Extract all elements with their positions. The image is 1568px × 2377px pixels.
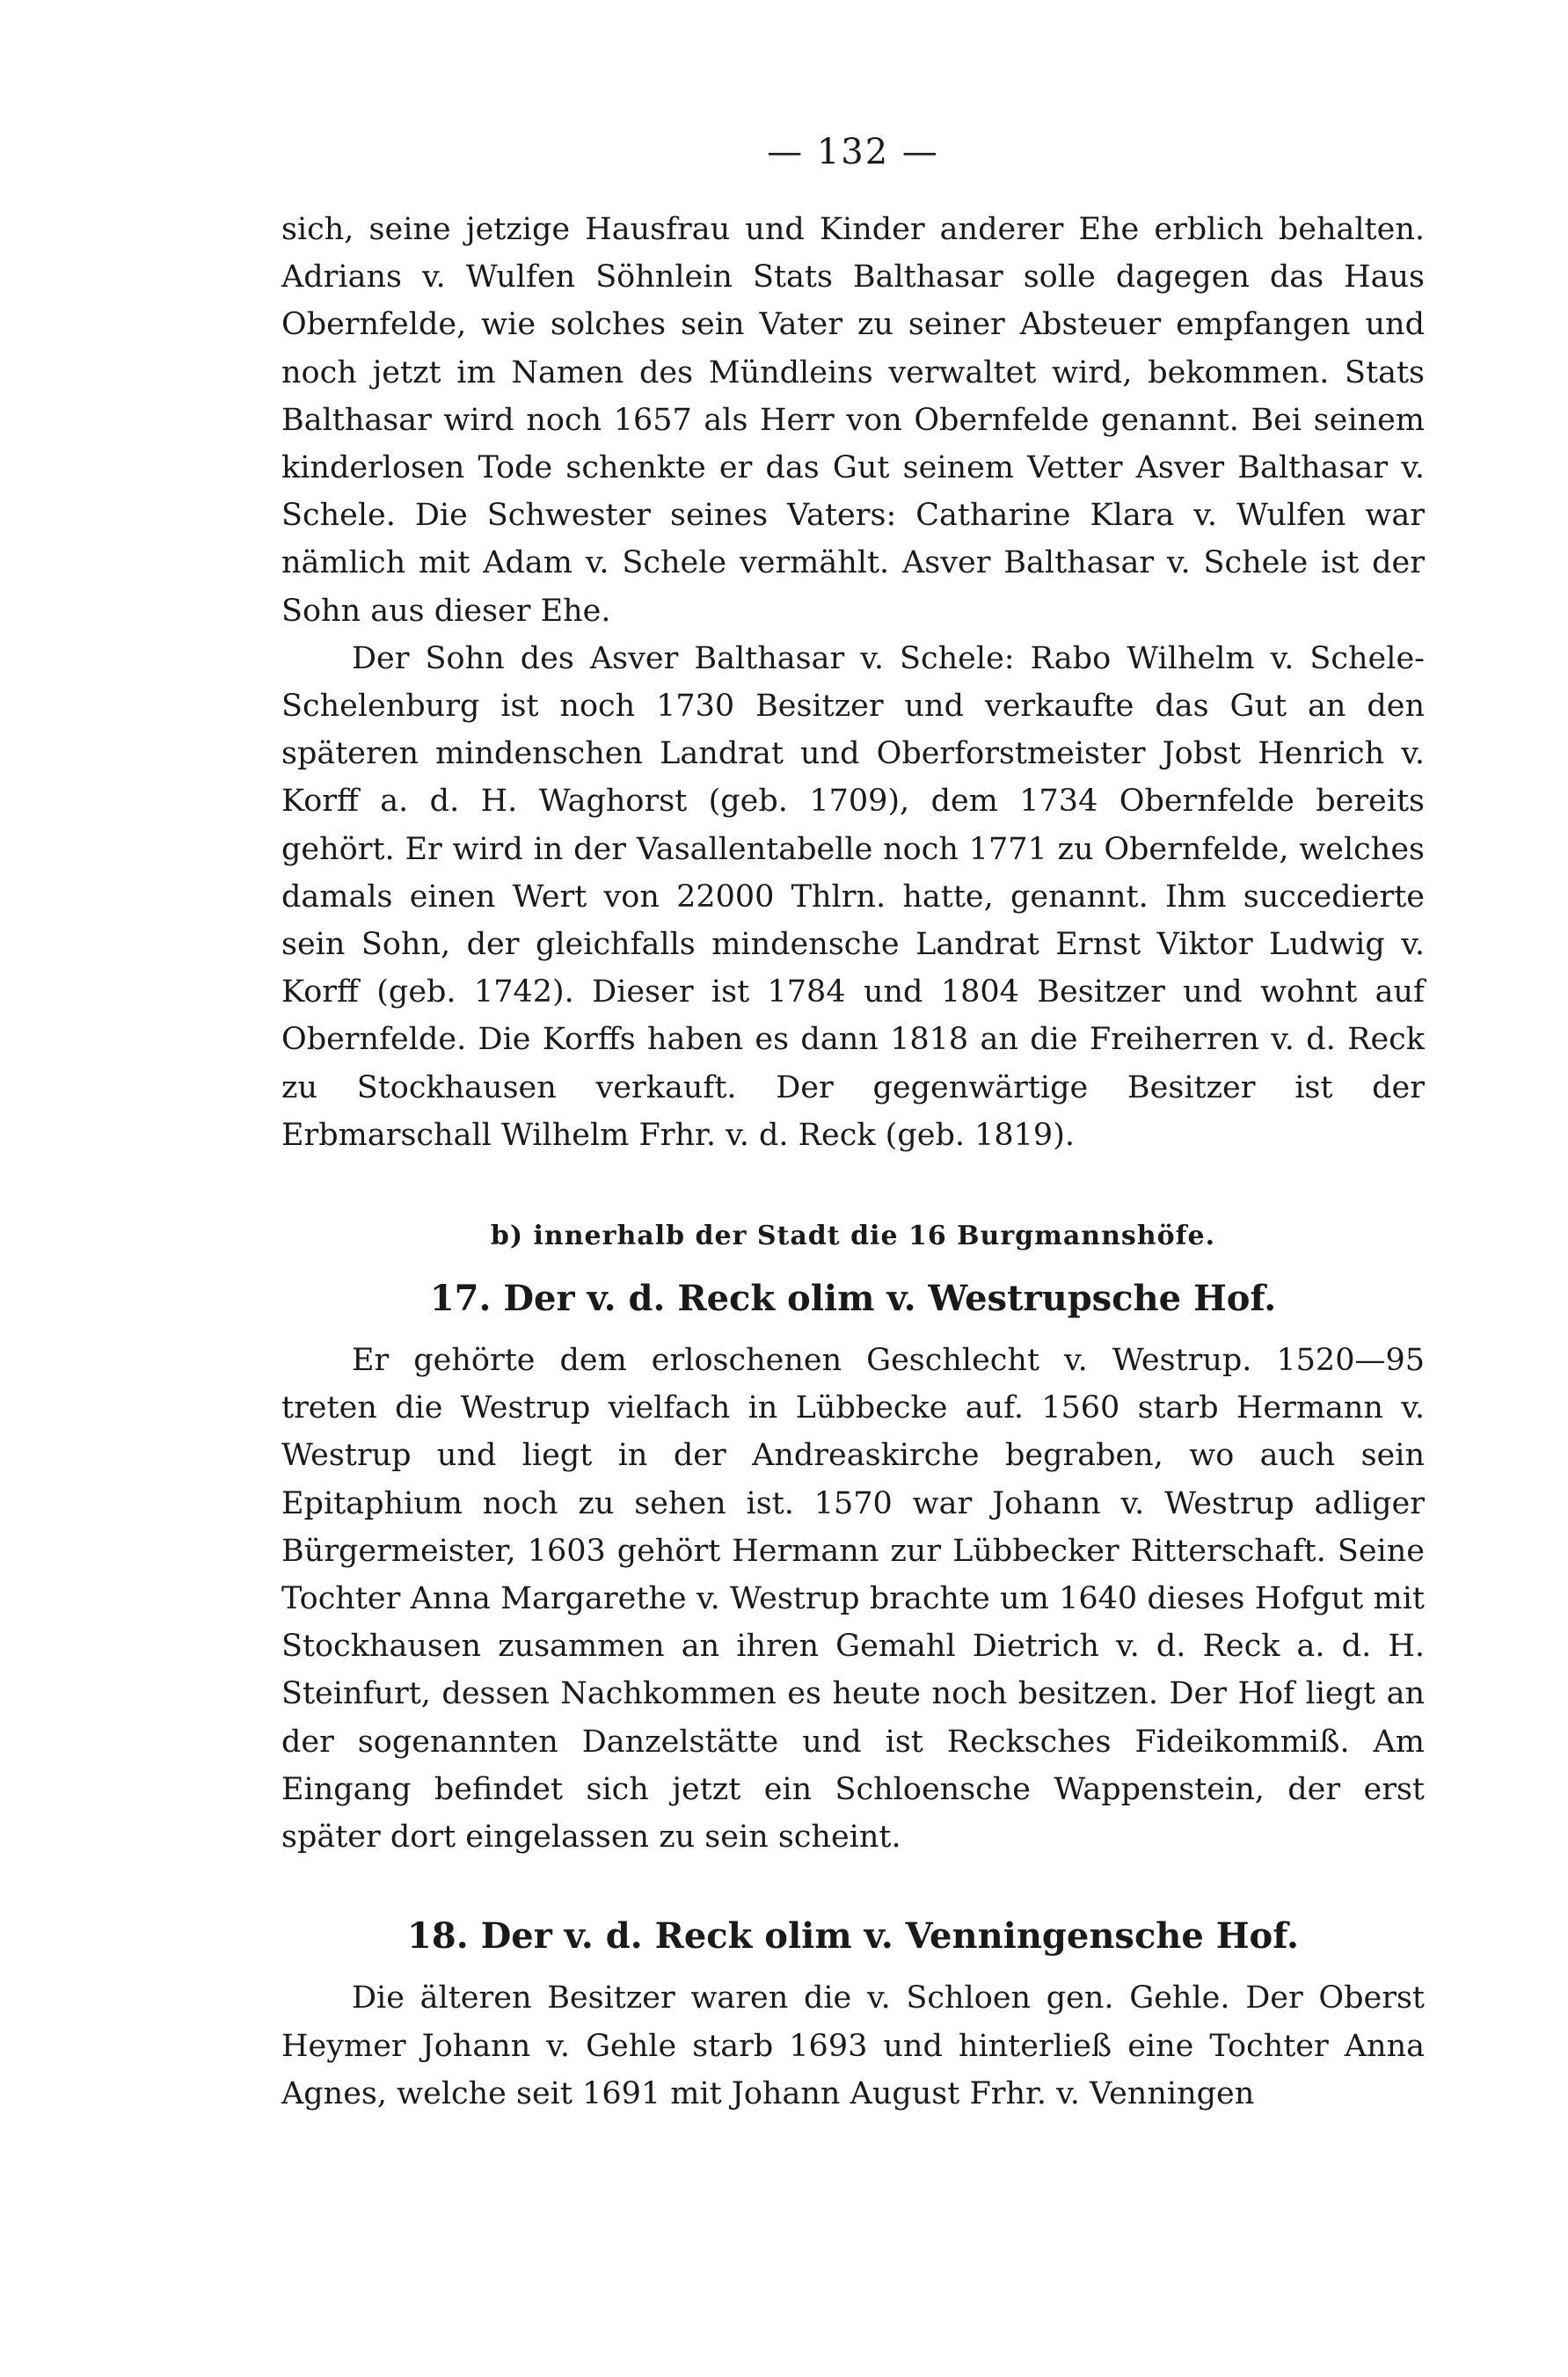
entry-heading-18: 18. Der v. d. Reck olim v. Venningensche Hof.	[407, 1915, 1299, 1958]
entry-heading-17: 17. Der v. d. Reck olim v. Westrupsche Hof.	[429, 1278, 1277, 1320]
paragraph-obernfelde-2: Der Sohn des Asver Balthasar v. Schele: Rabo Wilhelm v. Schele-Schelenburg ist noch 1730 Besitzer und verkaufte das Gut an den späteren mindenschen Landrat und Oberforstmeister Jobst Henrich v. Korff a. d. H. Waghorst (geb. 1709), dem 1734 Obernfelde bereits gehört. Er wird in der Vasallentabelle noch 1771 zu Obernfelde, welches damals einen Wert von 22000 Thlrn. hatte, genannt. Ihm succedierte sein Sohn, der gleichfalls mindensche Landrat Ernst Viktor Ludwig v. Korff (geb. 1742). Dieser ist 1784 und 1804 Besitzer und wohnt auf Obernfelde. Die Korffs haben es dann 1818 an die Freiherren v. d. Reck zu Stockhausen verkauft. Der gegenwärtige Besitzer ist der Erbmarschall Wilhelm Frhr. v. d. Reck (geb. 1819).	[281, 640, 1425, 1153]
page	[281, 132, 1425, 2118]
page-number: — 132 —	[767, 132, 939, 172]
section-heading: b) innerhalb der Stadt die 16 Burgmannshöfe.	[490, 1221, 1216, 1252]
paragraph-obernfelde-1: sich, seine jetzige Hausfrau und Kinder anderer Ehe erblich behalten. Adrians v. Wulfen Söhnlein Stats Balthasar solle dagegen das Haus Obernfelde, wie solches sein Vater zu seiner Absteuer empfangen und noch jetzt im Namen des Mündleins verwaltet wird, bekommen. Stats Balthasar wird noch 1657 als Herr von Obernfelde genannt. Bei seinem kinderlosen Tode schenkte er das Gut seinem Vetter Asver Balthasar v. Schele. Die Schwester seines Vaters: Catharine Klara v. Wulfen war nämlich mit Adam v. Schele vermählt. Asver Balthasar v. Schele ist der Sohn aus dieser Ehe.	[281, 212, 1425, 629]
entry-text-17: Er gehörte dem erloschenen Geschlecht v. Westrup. 1520—95 treten die Westrup vielfach in Lübbecke auf. 1560 starb Hermann v. Westrup und liegt in der Andreaskirche begraben, wo auch sein Epitaphium noch zu sehen ist. 1570 war Johann v. Westrup adliger Bürgermeister, 1603 gehört Hermann zur Lübbecker Ritterschaft. Seine Tochter Anna Margarethe v. Westrup brachte um 1640 dieses Hofgut mit Stockhausen zusammen an ihren Gemahl Dietrich v. d. Reck a. d. H. Steinfurt, dessen Nachkommen es heute noch besitzen. Der Hof liegt an der sogenannten Danzelstätte und ist Recksches Fideikommiß. Am Eingang befindet sich jetzt ein Schloensche Wappenstein, der erst später dort eingelassen zu sein scheint.	[281, 1343, 1425, 1856]
entry-text-18: Die älteren Besitzer waren die v. Schloen gen. Gehle. Der Oberst Heymer Johann v. Gehle starb 1693 und hinterließ eine Tochter Anna Agnes, welche seit 1691 mit Johann August Frhr. v. Venningen	[281, 1980, 1425, 2111]
